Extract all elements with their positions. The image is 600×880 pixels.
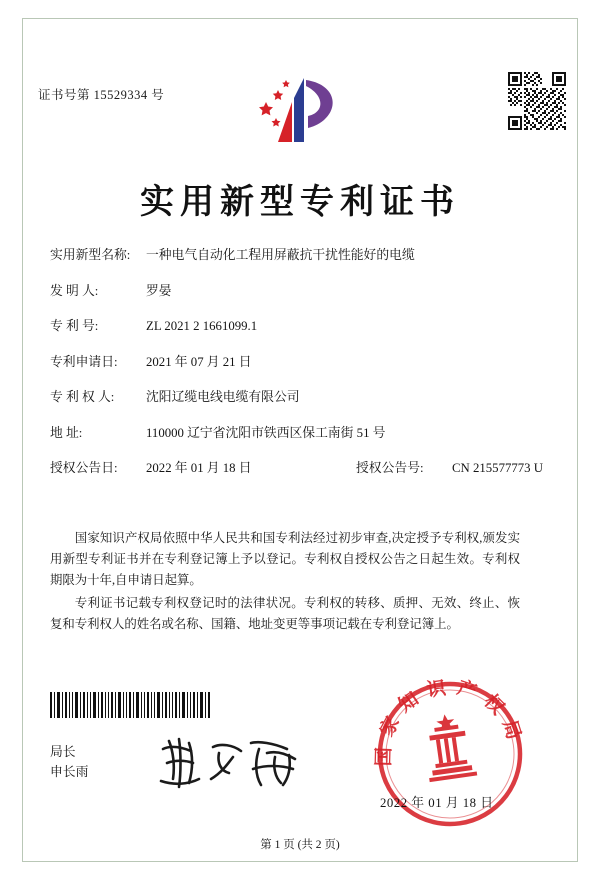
field-row-patentee	[50, 386, 520, 405]
field-value-grant-date: 2022 年 01 月 18 日	[146, 461, 252, 475]
qr-code	[508, 72, 566, 130]
legal-paragraph-1: 国家知识产权局依照中华人民共和国专利法经过初步审查,决定授予专利权,颁发实用新型专利证书并在专利登记簿上予以登记。专利权自授权公告之日起生效。专利权期限为十年,自申请日起算。	[50, 531, 520, 587]
field-value-grant-number: CN 215577773 U	[452, 461, 544, 475]
field-value: 2021 年 07 月 21 日	[146, 354, 252, 369]
field-label: 实用新型名称:	[50, 248, 131, 262]
handwritten-signature	[155, 733, 315, 793]
svg-text:国家知识产权局: 国家知识产权局	[373, 676, 527, 767]
barcode	[50, 692, 210, 718]
field-list	[50, 244, 544, 493]
director-title-label: 局长	[50, 745, 76, 759]
signature-block	[50, 742, 88, 782]
field-label-grant-number: 授权公告号:	[356, 461, 424, 475]
cnipa-logo	[248, 72, 352, 146]
field-label: 地 址:	[50, 425, 83, 440]
page-footer: 第 1 页 (共 2 页)	[260, 839, 340, 851]
field-label: 专 利 号:	[50, 319, 99, 333]
legal-paragraph-2: 专利证书记载专利权登记时的法律状况。专利权的转移、质押、无效、终止、恢复和专利权人的姓名或名称、国籍、地址变更等事项记载在专利登记簿上。	[50, 596, 520, 631]
field-row-inventor	[50, 280, 520, 299]
seal-date: 2022 年 01 月 18 日	[380, 796, 494, 810]
field-label: 专 利 权 人:	[50, 390, 115, 404]
director-name-label: 申长雨	[50, 765, 89, 779]
field-row-grant-announcement	[50, 457, 544, 476]
field-row-application-date	[50, 351, 520, 370]
field-row-patent-number	[50, 315, 520, 334]
field-value: ZL 2021 2 1661099.1	[146, 319, 258, 333]
field-value: 一种电气自动化工程用屏蔽抗干扰性能好的电缆	[146, 248, 415, 262]
page-title: 实用新型专利证书	[140, 184, 460, 221]
field-label-grant-date: 授权公告日:	[50, 461, 118, 475]
field-value: 沈阳辽缆电线电缆有限公司	[146, 390, 300, 404]
field-row-utility-model-name	[50, 244, 520, 263]
field-value: 110000 辽宁省沈阳市铁西区保工南街 51 号	[146, 425, 386, 440]
field-value: 罗晏	[146, 283, 172, 298]
field-row-address	[50, 422, 520, 441]
field-label: 发 明 人:	[50, 283, 99, 298]
legal-text	[50, 528, 520, 637]
field-label: 专利申请日:	[50, 354, 118, 369]
certificate-number: 证书号第 15529334 号	[38, 88, 165, 102]
